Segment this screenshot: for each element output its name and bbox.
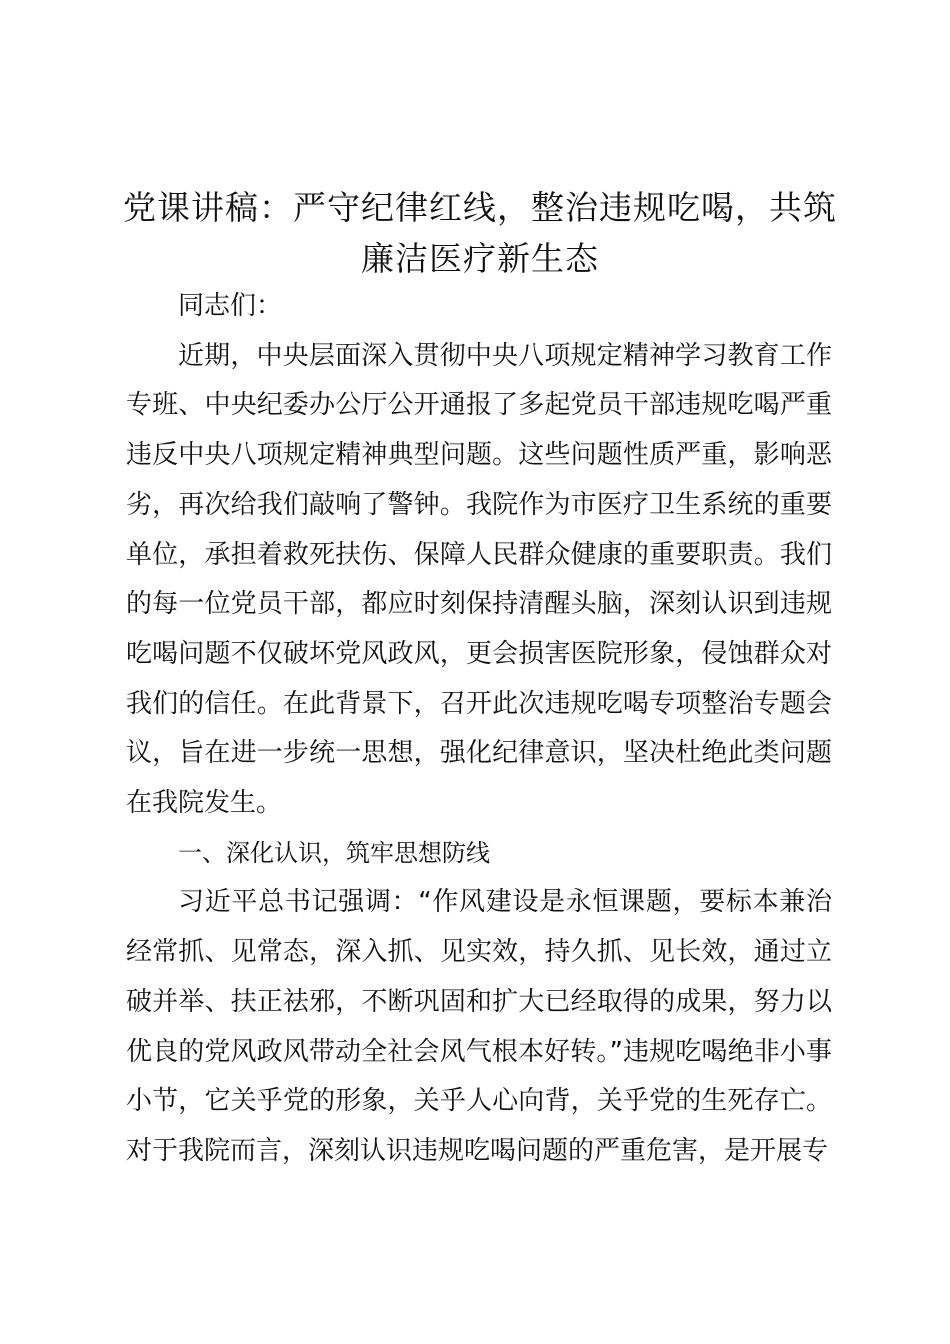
salutation: 同志们： [178,291,283,321]
section-heading: 一、深化认识，筑牢思想防线 [178,838,490,867]
document-body [126,282,832,1177]
paragraph-intro: 近期，中央层面深入贯彻中央八项规定精神学习教育工作专班、中央纪委办公厅公开通报了多起党员干部违规吃喝严重违反中央八项规定精神典型问题。这些问题性质严重，影响恶劣，再次给我们敲响了警钟。我院作为市医疗卫生系统的重要单位，承担着救死扶伤、保障人民群众健康的重要职责。我们的每一位党员干部，都应时刻保持清醒头脑，深刻认识到违规吃喝问题不仅破坏党风政风，更会损害医院形象，侵蚀群众对我们的信任。在此背景下，召开此次违规吃喝专项整治专题会议，旨在进一步统一思想，强化纪律意识，坚决杜绝此类问题在我院发生。 [126,340,832,819]
paragraph-section-1: 习近平总书记强调：“作风建设是永恒课题，要标本兼治经常抓、见常态，深入抓、见实效，持久抓、见长效，通过立破并举、扶正祛邪，不断巩固和扩大已经取得的成果，努力以优良的党风政风带动全社会风气根本好转。”违规吃喝绝非小事小节，它关乎党的形象，关乎人心向背，关乎党的生死存亡。对于我院而言，深刻认识违规吃喝问题的严重危害，是开展专 [126,887,832,1166]
document-title: 党课讲稿：严守纪律红线，整治违规吃喝，共筑廉洁医疗新生态 [123,188,837,278]
